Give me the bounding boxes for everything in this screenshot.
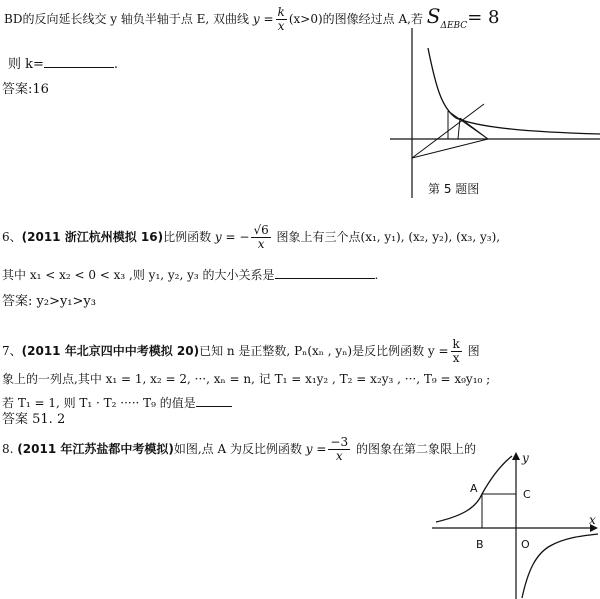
q6-line2: [2, 266, 378, 283]
q6-condition-text: 其中 x₁ < x₂ < 0 < x₃ ,则 y₁, y₂, y₃ 的大小关系是: [2, 268, 275, 282]
fig8-label-c: C: [523, 488, 531, 501]
q5-y-eq: y =: [252, 12, 274, 26]
fig5-hyperbola: [428, 48, 600, 134]
figure-5: [390, 28, 600, 203]
fig8-label-y: y: [522, 451, 529, 465]
q5-line1-text: BD的反向延长线交 y 轴负半轴于点 E, 双曲线: [4, 12, 253, 26]
fig8-label-a: A: [470, 482, 478, 495]
q7-answer: 答案 51. 2: [2, 412, 66, 427]
q6-answer: 答案: y₂>y₁>y₃: [2, 294, 96, 309]
q8-text1: 如图,点 A 为反比例函数: [173, 442, 306, 456]
q5-line2: [8, 55, 118, 73]
q7-ask: 若 T₁ = 1, 则 T₁ · T₂ ····· T₉ 的值是: [2, 396, 196, 410]
q6-period: .: [374, 268, 379, 282]
q7-line2: 象上的一列点,其中 x₁ = 1, x₂ = 2, ···, xₙ = n, 记 T₁ = x₁y₂ , T₂ = x₂y₃ , ···, T₉ = x₉y₁₀ ;: [2, 372, 491, 386]
q6-line1: [2, 224, 500, 251]
q8-source: (2011 年江苏盐都中考模拟): [17, 442, 174, 456]
fig8-label-x: x: [589, 513, 596, 527]
q7-answer-blank[interactable]: [196, 394, 232, 407]
q6-text1: 比例函数: [163, 230, 215, 244]
q6-fraction: $\frac{√6}{x}$: [253, 223, 269, 251]
fig5-caption: 第 5 题图: [428, 182, 480, 196]
fig8-rectangle: [482, 494, 516, 528]
fig8-label-b: B: [476, 538, 484, 551]
q7-text1-end: 图: [463, 344, 480, 358]
fig5-seg-e-b: [412, 139, 488, 158]
q5-area-symbol: S: [426, 4, 441, 28]
q7-line1: [2, 338, 480, 365]
q8-text2: 的图象在第二象限上的: [352, 442, 476, 456]
q7-text1: 已知 n 是正整数, Pₙ(xₙ , yₙ)是反比例函数 y =: [199, 344, 449, 358]
fig5-seg-a-c: [458, 118, 460, 139]
q8-line1: [2, 436, 476, 463]
q5-answer: 答案:16: [2, 82, 49, 97]
q8-func-y: y =: [305, 442, 327, 456]
fig8-y-arrow: [512, 452, 520, 460]
q6-number: 6、: [2, 230, 22, 244]
q5-area-eq: = 8: [467, 7, 500, 28]
figure-8: [432, 450, 600, 599]
q7-number: 7、: [2, 344, 22, 358]
q5-area-sub: ΔEBC: [440, 21, 468, 31]
q8-number: 8.: [2, 442, 14, 456]
q7-source: (2011 年北京四中中考模拟 20): [21, 344, 200, 358]
q8-fraction: $\frac{-3}{x}$: [330, 435, 349, 463]
q6-func-y: y = −: [214, 230, 250, 244]
q5-condition: (x>0)的图像经过点 A,若: [288, 12, 427, 26]
q6-answer-blank[interactable]: [275, 266, 375, 279]
fig8-label-o: O: [521, 538, 530, 551]
q5-fraction: $\frac{k}{x}$: [277, 5, 285, 33]
q5-answer-blank[interactable]: [44, 55, 114, 68]
q5-ask: 则 k=: [8, 57, 44, 72]
q6-text2: 图象上有三个点(x₁, y₁), (x₂, y₂), (x₃, y₃),: [272, 230, 501, 244]
q7-fraction: $\frac{k}{x}$: [452, 337, 460, 365]
q6-source: (2011 浙江杭州模拟 16): [21, 230, 164, 244]
fig8-branch-q4: [522, 534, 598, 598]
q5-period: .: [113, 57, 119, 72]
q7-line3: [2, 394, 232, 411]
